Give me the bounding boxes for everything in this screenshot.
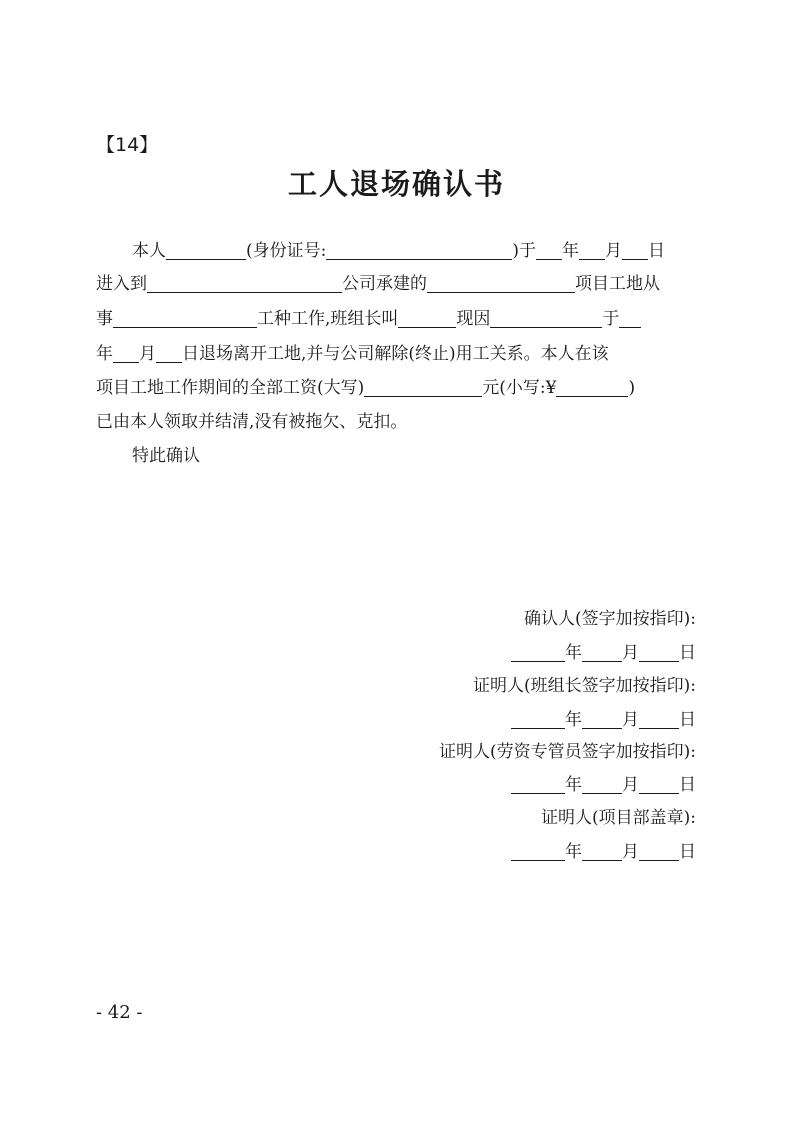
trade-blank[interactable] <box>113 305 257 328</box>
body-line-1: 本人 (身份证号: )于 年 月 日 <box>96 235 696 267</box>
date-month-blank[interactable] <box>582 771 622 794</box>
reason-blank[interactable] <box>490 305 602 328</box>
confirmation-statement: 特此确认 <box>132 446 200 466</box>
team-leader-blank[interactable] <box>398 305 456 328</box>
form-number: 【14】 <box>96 134 159 156</box>
exit-month-blank[interactable] <box>113 340 139 363</box>
witness-team-leader-date: 年 月 日 <box>511 704 696 736</box>
date-month-blank[interactable] <box>582 838 622 861</box>
page-number: - 42 - <box>96 1002 143 1023</box>
witness-team-leader-label: 证明人(班组长签字加按指印): <box>473 676 696 696</box>
date-day-blank[interactable] <box>639 706 679 729</box>
id-number-blank[interactable] <box>326 237 512 260</box>
date-year-blank[interactable] <box>511 771 565 794</box>
confirmer-date: 年 月 日 <box>511 637 696 669</box>
name-blank[interactable] <box>166 237 246 260</box>
date-month-blank[interactable] <box>582 639 622 662</box>
project-blank[interactable] <box>427 270 575 293</box>
date-day-blank[interactable] <box>639 838 679 861</box>
date-year-blank[interactable] <box>511 838 565 861</box>
wage-uppercase-blank[interactable] <box>364 374 482 397</box>
date-day-blank[interactable] <box>639 639 679 662</box>
body-line-2: 进入到 公司承建的 项目工地从 <box>96 268 696 300</box>
date-month-blank[interactable] <box>582 706 622 729</box>
witness-project-dept-label: 证明人(项目部盖章): <box>541 808 696 828</box>
date-year-blank[interactable] <box>511 639 565 662</box>
wage-numeric-blank[interactable] <box>556 374 628 397</box>
exit-year-lead-blank[interactable] <box>619 305 641 328</box>
witness-labor-manager-date: 年 月 日 <box>511 769 696 801</box>
entry-year-blank[interactable] <box>536 237 562 260</box>
date-day-blank[interactable] <box>639 771 679 794</box>
confirmer-label: 确认人(签字加按指印): <box>524 609 696 629</box>
witness-labor-manager-label: 证明人(劳资专管员签字加按指印): <box>439 742 696 762</box>
body-line-5: 项目工地工作期间的全部工资(大写) 元(小写:¥ ) <box>96 372 696 404</box>
body-line-3: 事 工种工作,班组长叫 现因 于 <box>96 303 696 335</box>
body-line-4: 年 月 日退场离开工地,并与公司解除(终止)用工关系。本人在该 <box>96 338 696 370</box>
body-line-6: 已由本人领取并结清,没有被拖欠、克扣。 <box>96 412 408 432</box>
entry-day-blank[interactable] <box>622 237 648 260</box>
date-year-blank[interactable] <box>511 706 565 729</box>
exit-day-blank[interactable] <box>156 340 182 363</box>
entry-month-blank[interactable] <box>579 237 605 260</box>
company-blank[interactable] <box>147 270 342 293</box>
witness-project-dept-date: 年 月 日 <box>511 836 696 868</box>
page-title: 工人退场确认书 <box>287 167 505 201</box>
